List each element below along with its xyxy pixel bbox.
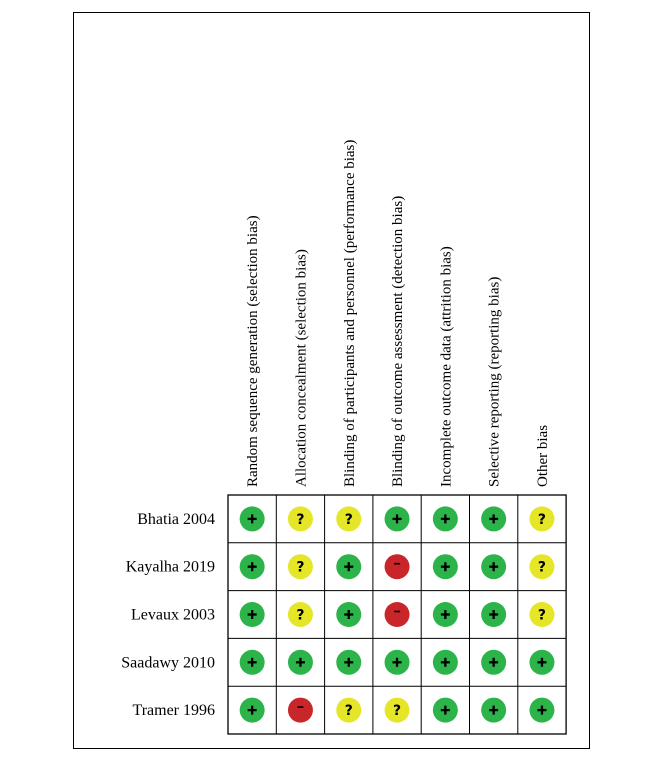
rating-low bbox=[385, 506, 410, 531]
question-mark: ? bbox=[537, 511, 547, 528]
rating-low bbox=[240, 650, 265, 675]
rating-low bbox=[433, 650, 458, 675]
rating-low bbox=[481, 698, 506, 723]
rating-low bbox=[481, 506, 506, 531]
column-header-4: Blinding of outcome assessment (detection bias) bbox=[390, 195, 407, 487]
study-label: Levaux 2003 bbox=[131, 606, 215, 624]
question-mark: ? bbox=[537, 607, 547, 624]
study-label: Saadawy 2010 bbox=[121, 654, 215, 672]
column-headers bbox=[245, 140, 551, 487]
rating-unclear bbox=[288, 506, 313, 531]
rating-low bbox=[240, 554, 265, 579]
question-mark: ? bbox=[537, 559, 547, 576]
rating-low bbox=[240, 506, 265, 531]
rating-low bbox=[433, 554, 458, 579]
rating-unclear bbox=[336, 506, 361, 531]
question-mark: ? bbox=[392, 703, 402, 720]
rating-low bbox=[481, 650, 506, 675]
rating-low bbox=[481, 554, 506, 579]
column-header-2: Allocation concealment (selection bias) bbox=[293, 249, 310, 487]
column-header-5: Incomplete outcome data (attrition bias) bbox=[438, 246, 455, 487]
rating-low bbox=[336, 602, 361, 627]
rating-low bbox=[240, 602, 265, 627]
rating-low bbox=[336, 650, 361, 675]
rating-high bbox=[385, 554, 410, 579]
rating-unclear bbox=[529, 506, 554, 531]
study-label: Tramer 1996 bbox=[132, 702, 215, 720]
rating-unclear bbox=[336, 698, 361, 723]
rating-low bbox=[433, 506, 458, 531]
question-mark: ? bbox=[296, 511, 305, 528]
column-header-6: Selective reporting (reporting bias) bbox=[486, 276, 503, 487]
rating-circle bbox=[288, 698, 313, 723]
rating-low bbox=[529, 698, 554, 723]
column-header-7: Other bias bbox=[534, 424, 551, 487]
study-label: Bhatia 2004 bbox=[137, 510, 215, 528]
rating-circle bbox=[385, 554, 410, 579]
rating-low bbox=[433, 698, 458, 723]
rating-low bbox=[529, 650, 554, 675]
column-header-1: Random sequence generation (selection bias) bbox=[245, 215, 262, 487]
rating-circle bbox=[385, 602, 410, 627]
study-label: Kayalha 2019 bbox=[125, 558, 215, 576]
question-mark: ? bbox=[296, 559, 305, 576]
rating-low bbox=[240, 698, 265, 723]
question-mark: ? bbox=[344, 511, 353, 528]
rating-unclear bbox=[529, 554, 554, 579]
column-header-3: Blinding of participants and personnel (performance bias) bbox=[341, 139, 358, 487]
question-mark: ? bbox=[344, 703, 353, 720]
rating-unclear bbox=[288, 554, 313, 579]
rating-low bbox=[481, 602, 506, 627]
rating-high bbox=[288, 698, 313, 723]
rating-low bbox=[288, 650, 313, 675]
rating-unclear bbox=[529, 602, 554, 627]
rating-low bbox=[336, 554, 361, 579]
rating-high bbox=[385, 602, 410, 627]
rating-low bbox=[385, 650, 410, 675]
rating-low bbox=[433, 602, 458, 627]
rating-unclear bbox=[385, 698, 410, 723]
question-mark: ? bbox=[296, 607, 305, 624]
rating-unclear bbox=[288, 602, 313, 627]
